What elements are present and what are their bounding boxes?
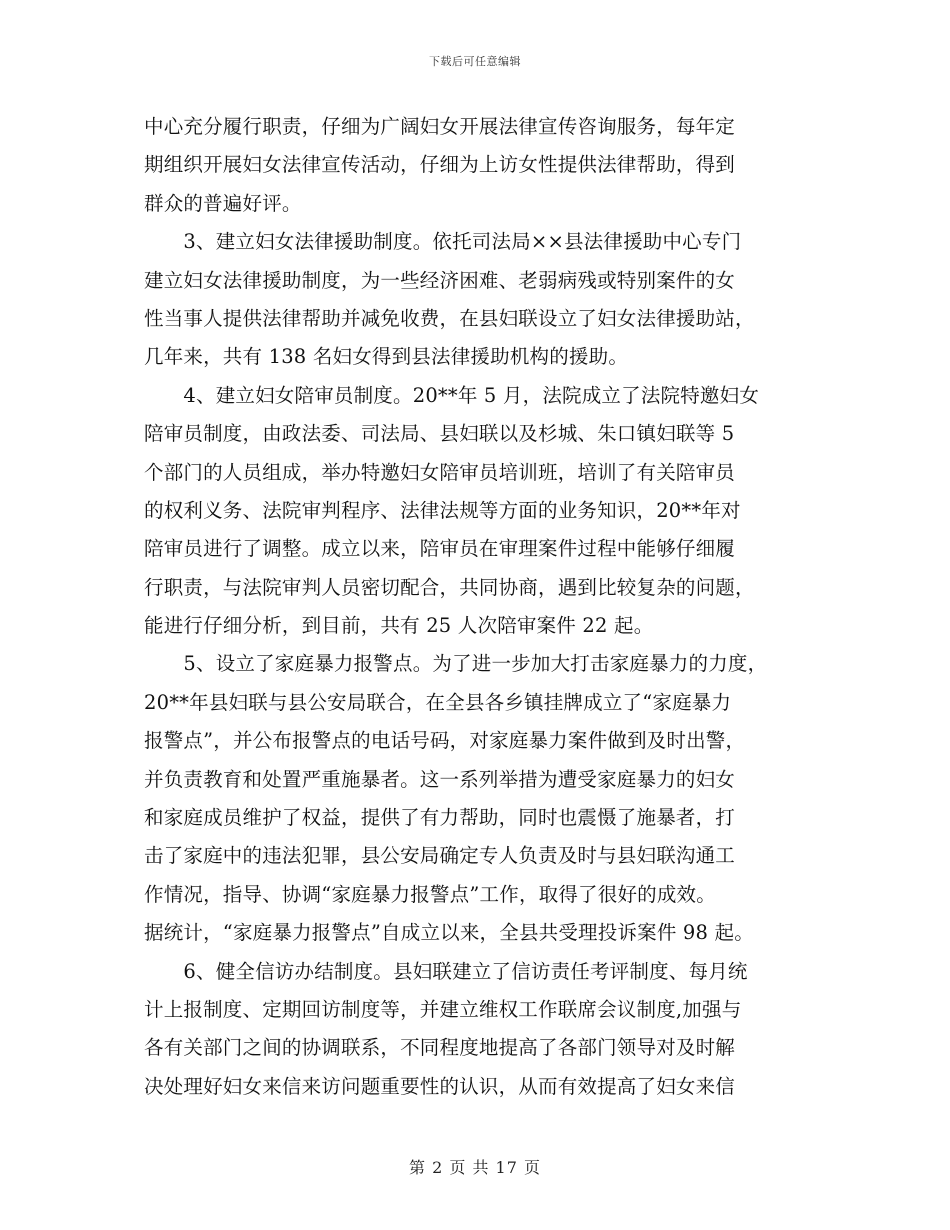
text-line: 4、建立妇女陪审员制度。20**年 5 月，法院成立了法院特邀妇女 [144,383,760,407]
text-line: 各有关部门之间的协调联系，不同程度地提高了各部门领导对及时解 [144,1036,736,1060]
text-line: 性当事人提供法律帮助并减免收费，在县妇联设立了妇女法律援助站， [144,306,755,330]
text-line: 陪审员制度，由政法委、司法局、县妇联以及杉城、朱口镇妇联等 5 [144,422,735,446]
text-line: 据统计，“家庭暴力报警点”自成立以来，全县共受理投诉案件 98 起。 [144,921,754,945]
page-number-footer: 第 2 页 共 17 页 [409,1158,541,1177]
text-line: 5、设立了家庭暴力报警点。为了进一步加大打击家庭暴力的力度， [144,652,768,676]
text-line: 陪审员进行了调整。成立以来，陪审员在审理案件过程中能够仔细履 [144,537,736,561]
text-line: 计上报制度、定期回访制度等，并建立维权工作联席会议制度,加强与 [144,997,742,1021]
text-line: 和家庭成员维护了权益，提供了有力帮助，同时也震慑了施暴者，打 [144,806,736,830]
text-line: 能进行仔细分析，到目前，共有 25 人次陪审案件 22 起。 [144,614,654,638]
text-line: 3、建立妇女法律援助制度。依托司法局××县法律援助中心专门 [144,230,742,254]
text-line: 决处理好妇女来信来访问题重要性的认识，从而有效提高了妇女来信 [144,1074,736,1098]
text-line: 报警点”，并公布报警点的电话号码，对家庭暴力案件做到及时出警， [144,729,746,753]
text-line: 群众的普遍好评。 [144,191,302,215]
body-text [144,108,824,1106]
text-line: 建立妇女法律援助制度，为一些经济困难、老弱病残或特别案件的女 [144,268,736,292]
text-line: 并负责教育和处置严重施暴者。这一系列举措为遭受家庭暴力的妇女 [144,767,736,791]
text-line: 的权利义务、法院审判程序、法律法规等方面的业务知识，20**年对 [144,498,741,522]
text-line: 作情况，指导、协调“家庭暴力报警点”工作，取得了很好的成效。 [144,882,716,906]
text-line: 中心充分履行职责，仔细为广阔妇女开展法律宣传咨询服务，每年定 [144,115,736,138]
text-line: 行职责，与法院审判人员密切配合，共同协商，遇到比较复杂的问题， [144,575,755,599]
text-line: 个部门的人员组成，举办特邀妇女陪审员培训班，培训了有关陪审员 [144,460,736,484]
text-line: 6、健全信访办结制度。县妇联建立了信访责任考评制度、每月统 [144,959,748,983]
text-line: 20**年县妇联与县公安局联合，在全县各乡镇挂牌成立了“家庭暴力 [144,690,732,714]
text-line: 几年来，共有 138 名妇女得到县法律援助机构的援助。 [144,345,629,369]
text-line: 期组织开展妇女法律宣传活动，仔细为上访女性提供法律帮助，得到 [144,153,736,177]
text-line: 击了家庭中的违法犯罪，县公安局确定专人负责及时与县妇联沟通工 [144,844,736,868]
page-header: 下载后可任意编辑 [429,55,521,68]
